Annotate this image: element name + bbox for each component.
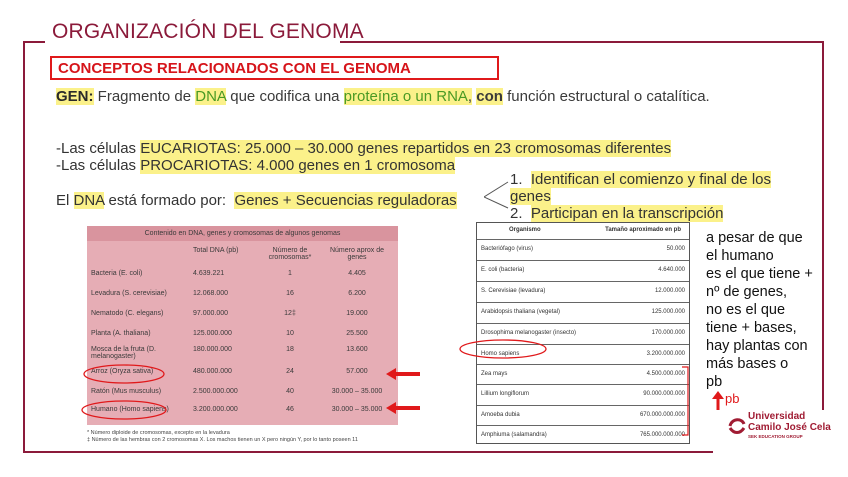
oval-arroz	[84, 365, 164, 383]
genome-table-row	[87, 290, 398, 308]
frame-line-bottom	[23, 451, 713, 453]
cell-total-dna: 4.639.221	[193, 270, 225, 277]
frame-line-left	[23, 41, 25, 453]
gen-protein-rna: proteína o un RNA	[343, 88, 468, 105]
brace-lines	[484, 178, 510, 212]
cell-chromosomes: 16	[286, 290, 294, 297]
euk-highlight: EUCARIOTAS: 25.000 – 30.000 genes repartidos en 23 cromosomas diferentes	[140, 140, 672, 157]
cell-organismo: S. Cerevisiae (levadura)	[481, 288, 546, 294]
side-note-line: el humano	[706, 248, 774, 264]
genome-table-header	[87, 247, 398, 269]
cell-total-dna: 3.200.000.000	[193, 406, 238, 413]
side-note-line: hay plantas con	[706, 338, 808, 354]
cell-organism: Ratón (Mus musculus)	[91, 388, 162, 395]
size-table-header	[477, 223, 689, 239]
side-note-line: más bases o	[706, 356, 789, 372]
option-1	[510, 171, 771, 205]
left-oval-annotations	[80, 362, 172, 420]
frame-line-right	[822, 41, 824, 410]
logo-line-1: Universidad	[748, 411, 806, 422]
cell-genes: 4.405	[348, 270, 366, 277]
genome-table-caption: Contenido en DNA, genes y cromosomas de algunos genomas	[87, 226, 398, 241]
cell-chromosomes: 24	[286, 368, 294, 375]
cell-genes: 57.000	[346, 368, 368, 375]
cell-genes: 30.000 – 35.000	[331, 406, 383, 413]
genome-table-footnotes	[87, 430, 358, 444]
cell-chromosomes: 18	[286, 346, 294, 353]
cell-tamano: 12.000.000	[654, 288, 685, 294]
option-2	[510, 205, 723, 222]
option-2-text: Participan en la transcripción	[530, 205, 724, 222]
cell-genes: 19.000	[346, 310, 368, 317]
cell-chromosomes: 10	[286, 330, 294, 337]
cell-organism: Nematodo (C. elegans)	[91, 310, 164, 317]
gen-term: GEN:	[56, 88, 94, 105]
oval-homo-sapiens	[460, 340, 546, 358]
cell-tamano: 3.200.000.000	[646, 351, 685, 357]
side-note-line: pb	[706, 374, 723, 390]
cell-chromosomes: 1	[288, 270, 292, 277]
gen-dna: DNA	[195, 88, 227, 105]
gen-text-3: función estructural o catalítica.	[507, 88, 710, 105]
cell-organismo: Lillium longiflorum	[481, 391, 530, 397]
footnote-1: * Número diploide de cromosomas, excepto en la levadura	[87, 430, 230, 436]
side-note-line: no es el que	[706, 302, 786, 318]
cell-genes: 13.600	[346, 346, 368, 353]
header-total-dna: Total DNA (pb)	[193, 247, 239, 254]
bracket-plants	[682, 367, 688, 435]
size-table-row	[477, 302, 689, 324]
side-note	[706, 229, 813, 391]
cell-organismo: Amoeba dubia	[481, 412, 520, 418]
side-note-line: a pesar de que	[706, 230, 803, 246]
gen-definition	[56, 88, 710, 105]
cell-tamano: 50.000	[666, 246, 685, 252]
pb-label: pb	[725, 391, 740, 406]
page-title: ORGANIZACIÓN DEL GENOMA	[52, 20, 364, 43]
genome-table-row	[87, 270, 398, 288]
cell-organism: Planta (A. thaliana)	[91, 330, 151, 337]
size-table-row	[477, 281, 689, 303]
cell-total-dna: 180.000.000	[193, 346, 232, 353]
option-1-text-a: Identifican el comienzo y final de los	[530, 171, 771, 188]
dna-text-2: está formado por:	[108, 192, 227, 209]
header-organismo: Organismo	[509, 227, 541, 233]
option-1-text-b: genes	[510, 188, 551, 205]
option-1-num: 1.	[510, 171, 523, 188]
dna-composition	[56, 192, 457, 209]
cell-genes: 25.500	[346, 330, 368, 337]
cell-genes: 6.200	[348, 290, 366, 297]
side-note-line: nº de genes,	[706, 284, 788, 300]
frame-line-top-left	[23, 41, 45, 43]
cell-organism: Levadura (S. cerevisiae)	[91, 290, 167, 297]
cell-tamano: 670.000.000.000	[639, 412, 685, 418]
cell-tamano: 4.500.000.000	[646, 371, 685, 377]
logo-mark-icon	[728, 416, 746, 434]
cell-tamano: 170.000.000	[651, 330, 685, 336]
dna-word: DNA	[73, 192, 105, 209]
cell-organismo: Drosophima melanogaster (insecto)	[481, 330, 577, 336]
university-logo	[728, 411, 838, 441]
cell-organismo: E. coli (bacteria)	[481, 267, 525, 273]
pro-highlight: PROCARIOTAS: 4.000 genes en 1 cromosoma	[140, 157, 456, 174]
cell-total-dna: 12.068.000	[193, 290, 229, 297]
genome-table-row	[87, 310, 398, 328]
header-genes: Número aprox de genes	[329, 247, 385, 261]
cell-organismo: Homo sapiens	[481, 351, 520, 357]
cell-total-dna: 125.000.000	[193, 330, 232, 337]
logo-line-3: SEK EDUCATION GROUP	[748, 434, 803, 439]
cell-total-dna: 97.000.000	[193, 310, 229, 317]
cell-total-dna: 2.500.000.000	[193, 388, 238, 395]
cell-organism: Arroz (Oryza sativa)	[91, 368, 154, 375]
cell-total-dna: 480.000.000	[193, 368, 232, 375]
option-2-num: 2.	[510, 205, 523, 222]
right-annotations	[458, 336, 690, 446]
size-table-row	[477, 239, 689, 261]
cell-organism: Bacteria (E. coli)	[91, 270, 143, 277]
cells-block	[56, 140, 671, 174]
cell-chromosomes: 46	[286, 406, 294, 413]
concepts-heading: CONCEPTOS RELACIONADOS CON EL GENOMA	[50, 56, 499, 80]
size-table-row	[477, 260, 689, 282]
cell-tamano: 4.640.000	[658, 267, 685, 273]
cell-organism: Mosca de la fruta (D. melanogaster)	[91, 346, 156, 360]
dna-text-1: El	[56, 192, 70, 209]
header-chromosomes: Número de cromosomas*	[268, 247, 312, 261]
cell-tamano: 90.000.000.000	[643, 391, 685, 397]
frame-line-top-right	[340, 41, 824, 43]
cell-organismo: Amphiuma (salamandra)	[481, 432, 547, 438]
cell-organismo: Bacteriófago (virus)	[481, 246, 534, 252]
cell-organism: Humano (Homo sapiens)	[91, 406, 169, 413]
cell-genes: 30.000 – 35.000	[331, 388, 383, 395]
cell-tamano: 125.000.000	[651, 309, 685, 315]
side-note-line: es el que tiene +	[706, 266, 813, 282]
gen-text-2: que codifica una	[230, 88, 340, 105]
left-arrow-annotations	[384, 366, 424, 418]
up-arrow-icon	[712, 391, 724, 411]
cell-chromosomes: 12‡	[284, 310, 296, 317]
cell-tamano: 765.000.000.000	[639, 432, 685, 438]
gen-text-1: Fragmento de	[97, 88, 192, 105]
logo-line-2: Camilo José Cela	[748, 422, 831, 433]
dna-genes-regulatory: Genes + Secuencias reguladoras	[234, 192, 457, 209]
pro-prefix: -Las células	[56, 157, 137, 174]
oval-humano	[82, 401, 166, 419]
header-tamano: Tamaño aproximado en pb	[605, 227, 681, 233]
cell-organismo: Zea mays	[481, 371, 508, 377]
eukaryote-line	[56, 140, 671, 157]
cell-organismo: Arabidopsis thaliana (vegetal)	[481, 309, 561, 315]
side-note-line: tiene + bases,	[706, 320, 797, 336]
cell-chromosomes: 40	[286, 388, 294, 395]
gen-comma: ,	[467, 88, 473, 105]
euk-prefix: -Las células	[56, 140, 137, 157]
gen-con: con	[476, 88, 503, 105]
footnote-2: ‡ Número de las hembras con 2 cromosomas X. Los machos tienen un X pero ningún Y, por lo tanto poseen 11	[87, 437, 358, 443]
